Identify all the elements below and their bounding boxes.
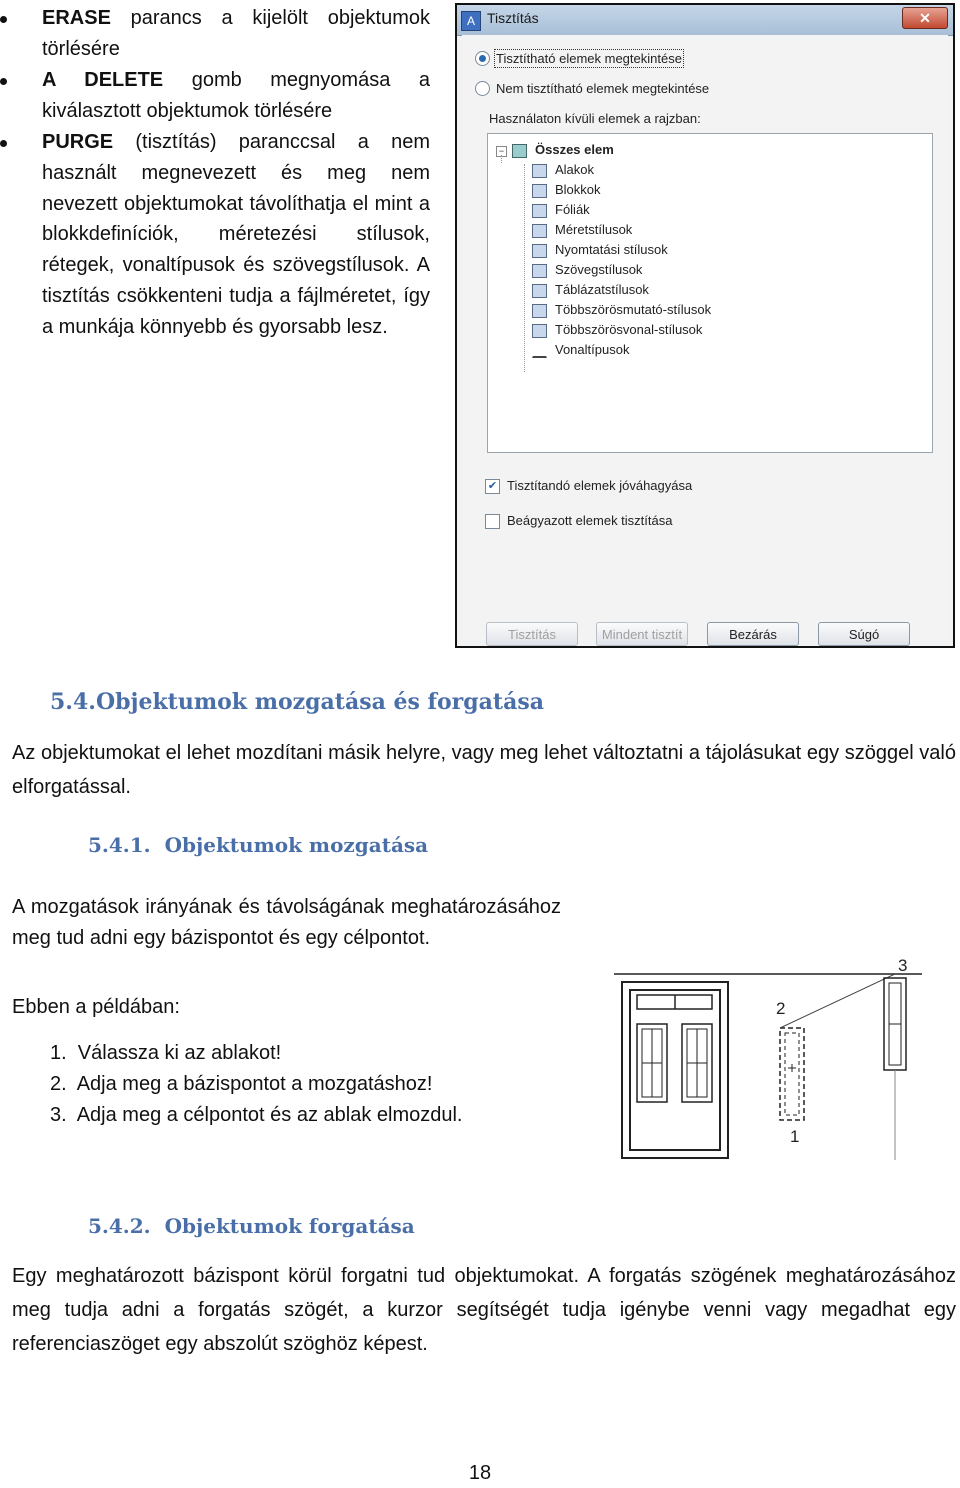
radio-purgeable[interactable] (475, 50, 682, 66)
radio-unselected-icon (475, 81, 490, 96)
tablestyle-icon (532, 284, 547, 298)
steps-list (50, 1038, 462, 1131)
tree-item-label: Többszörösvonal-stílusok (555, 322, 703, 337)
nested-checkbox[interactable] (485, 513, 672, 529)
radio-non-purgeable-label: Nem tisztítható elemek megtekintése (496, 81, 710, 97)
example-label: Ebben a példában: (12, 996, 180, 1018)
bullet-dot (0, 78, 7, 85)
confirm-checkbox-label: Tisztítandó elemek jóváhagyása (507, 478, 693, 493)
items-tree[interactable] (487, 133, 933, 453)
subsection-number: 5.4.1. (88, 833, 151, 857)
page-number: 18 (468, 1462, 492, 1484)
tree-item-label: Szövegstílusok (555, 262, 643, 277)
step-item: 2. Adja meg a bázispontot a mozgatáshoz! (50, 1073, 433, 1095)
dialog-body (462, 35, 948, 641)
bullet-text: (tisztítás) paranccsal a nem használt megnevezett és meg nem nevezett objektumokat távolíthatja el mint a blokkdefiníciók, méretezési stílusok, rétegek, vonaltípusok és szövegstílusok. A tisztítás csökkenteni tudja a fájlméretet, így a munkája könnyebb és gyorsabb lesz. (42, 131, 430, 338)
radio-non-purgeable[interactable] (475, 80, 709, 96)
move-description: A mozgatások irányának és távolságának meghatározásához meg tud adni egy bázispontot és egy célpontot. (12, 896, 561, 949)
mlinestyle-icon (532, 324, 547, 338)
tree-item-label: Nyomtatási stílusok (555, 242, 668, 257)
step-text: Válassza ki az ablakot! (77, 1042, 282, 1064)
tree-item-label: Vonaltípusok (555, 342, 630, 357)
help-button[interactable]: Súgó (818, 622, 910, 646)
plotstyle-icon (532, 244, 547, 258)
window-move-figure (612, 950, 927, 1165)
tree-item[interactable] (532, 200, 590, 220)
drawing-icon (512, 144, 527, 158)
bullet-dot (0, 140, 7, 147)
tree-item[interactable] (532, 340, 629, 360)
tree-item-label: Alakok (555, 162, 595, 177)
dialog-titlebar (457, 5, 953, 36)
bullet-text: parancs a kijelölt objektumok törlésére (42, 7, 430, 60)
step-item: 1. Válassza ki az ablakot! (50, 1042, 282, 1064)
unused-items-label: Használaton kívüli elemek a rajzban: (489, 111, 701, 126)
label-base: 2 (776, 999, 786, 1018)
tree-item[interactable] (532, 320, 702, 340)
linetype-icon (532, 344, 547, 358)
purge-dialog (455, 3, 955, 648)
bullet-bold: ERASE (42, 7, 111, 29)
tree-item[interactable] (532, 160, 594, 180)
close-button[interactable]: ✕ (902, 7, 948, 29)
layers-icon (532, 204, 547, 218)
tree-item-label: Táblázatstílusok (555, 282, 649, 297)
mleaderstyle-icon (532, 304, 547, 318)
rotate-description: Egy meghatározott bázispont körül forgatni tud objektumokat. A forgatás szögének meghatározásához meg tudja adni a forgatás szögét, a kurzor segítségét tudja igénybe venni vagy megadhat egy referenciaszöget egy abszolút szöghöz képest. (12, 1265, 956, 1355)
purge-all-button[interactable]: Mindent tisztít (596, 622, 688, 646)
subsection-number: 5.4.2. (88, 1214, 151, 1238)
section-heading (50, 689, 544, 715)
section-number: 5.4. (50, 689, 96, 715)
autocad-app-icon: A (461, 11, 481, 31)
empty-checkbox-icon (485, 514, 500, 529)
tree-item[interactable] (532, 220, 632, 240)
bullet-bold: A DELETE (42, 69, 164, 91)
tree-item-label: Méretstílusok (555, 222, 633, 237)
confirm-checkbox[interactable] (485, 478, 692, 494)
tree-item[interactable] (532, 300, 711, 320)
subsection-heading (88, 1214, 415, 1238)
bullet-text: gomb megnyomása a kiválasztott objektumok törlésére (42, 69, 431, 122)
tree-item-label: Fóliák (555, 202, 590, 217)
tree-root-label: Összes elem (535, 142, 614, 157)
label-target: 3 (898, 956, 908, 975)
bullet-dot (0, 16, 7, 23)
checkmark-icon: ✔ (485, 479, 500, 494)
step-item: 3. Adja meg a célpontot és az ablak elmozdul. (50, 1104, 463, 1126)
section-title: Objektumok mozgatása és forgatása (95, 689, 544, 715)
tree-item-label: Blokkok (555, 182, 601, 197)
shapes-icon (532, 164, 547, 178)
step-text: Adja meg a célpontot és az ablak elmozdul. (76, 1104, 463, 1126)
subsection-title: Objektumok mozgatása (164, 833, 429, 857)
tree-item[interactable] (532, 180, 601, 200)
subsection-heading (88, 833, 428, 857)
radio-selected-icon (475, 51, 490, 66)
tree-item[interactable] (532, 280, 649, 300)
close-dialog-button[interactable]: Bezárás (707, 622, 799, 646)
label-select: 1 (790, 1127, 800, 1146)
radio-purgeable-label: Tisztítható elemek megtekintése (496, 51, 682, 67)
tree-item[interactable] (532, 260, 642, 280)
section-intro: Az objektumokat el lehet mozdítani másik helyre, vagy meg lehet változtatni a tájolásukat egy szöggel való elforgatással. (12, 742, 956, 798)
tree-item[interactable] (532, 240, 668, 260)
blocks-icon (532, 184, 547, 198)
step-text: Adja meg a bázispontot a mozgatáshoz! (76, 1073, 433, 1095)
nested-checkbox-label: Beágyazott elemek tisztítása (507, 513, 673, 528)
tree-root[interactable] (512, 140, 614, 160)
tree-item-label: Többszörösmutató-stílusok (555, 302, 712, 317)
collapse-icon[interactable]: − (496, 146, 507, 157)
dimstyle-icon (532, 224, 547, 238)
subsection-title: Objektumok forgatása (164, 1214, 415, 1238)
bullet-bold: PURGE (42, 131, 114, 153)
purge-button[interactable]: Tisztítás (486, 622, 578, 646)
textstyle-icon (532, 264, 547, 278)
dialog-title: Tisztítás (487, 10, 539, 26)
